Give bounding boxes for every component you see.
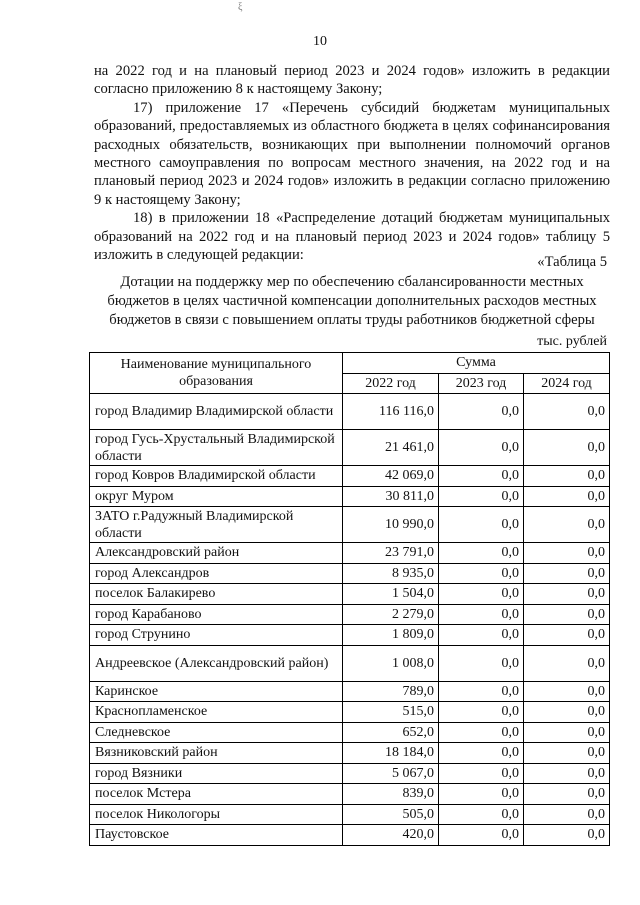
value-2022: 10 990,0 [343,507,439,543]
row-name: поселок Балакирево [90,584,343,605]
value-2022: 116 116,0 [343,394,439,430]
table-row [90,763,610,784]
table-row [90,604,610,625]
value-2023: 0,0 [439,507,524,543]
value-2023: 0,0 [439,722,524,743]
value-2024: 0,0 [524,486,610,507]
row-name: город Владимир Владимирской области [90,394,343,430]
value-2022: 21 461,0 [343,430,439,466]
value-2022: 23 791,0 [343,543,439,564]
value-2023: 0,0 [439,486,524,507]
value-2023: 0,0 [439,466,524,487]
table-row [90,584,610,605]
value-2023: 0,0 [439,681,524,702]
row-name: поселок Мстера [90,784,343,805]
table-row [90,486,610,507]
header-year: 2024 год [524,373,610,394]
value-2023: 0,0 [439,645,524,681]
value-2022: 8 935,0 [343,563,439,584]
table-caption: Дотации на поддержку мер по обеспечению сбалансированности местных бюджетов в целях частичной компенсации дополнительных расходов местных бюджетов в связи с повышением оплаты труды работников бюджетной сферы [107,274,597,328]
row-name: Вязниковский район [90,743,343,764]
subsidy-table [89,352,610,846]
value-2024: 0,0 [524,466,610,487]
value-2023: 0,0 [439,394,524,430]
table-row [90,702,610,723]
table-row [90,507,610,543]
value-2023: 0,0 [439,430,524,466]
value-2024: 0,0 [524,722,610,743]
table-row [90,625,610,646]
value-2023: 0,0 [439,604,524,625]
value-2022: 839,0 [343,784,439,805]
header-name: Наименование муниципального образования [90,353,343,394]
value-2024: 0,0 [524,563,610,584]
value-2023: 0,0 [439,543,524,564]
table-row [90,681,610,702]
row-name: город Ковров Владимирской области [90,466,343,487]
value-2022: 420,0 [343,825,439,846]
header-year: 2023 год [439,373,524,394]
paragraph: 18) в приложении 18 «Распределение дотаций бюджетам муниципальных образований на 2022 год и на плановый период 2023 и 2024 годов» таблицу 5 изложить в следующей редакции: [94,210,610,264]
value-2022: 42 069,0 [343,466,439,487]
table-row [90,430,610,466]
value-2022: 652,0 [343,722,439,743]
table-row [90,825,610,846]
value-2022: 5 067,0 [343,763,439,784]
value-2022: 1 504,0 [343,584,439,605]
top-mark: ξ [238,2,243,13]
value-2024: 0,0 [524,430,610,466]
row-name: город Струнино [90,625,343,646]
value-2023: 0,0 [439,625,524,646]
row-name: ЗАТО г.Радужный Владимирской области [90,507,343,543]
row-name: округ Муром [90,486,343,507]
row-name: город Карабаново [90,604,343,625]
value-2024: 0,0 [524,702,610,723]
value-2022: 515,0 [343,702,439,723]
value-2022: 30 811,0 [343,486,439,507]
value-2022: 505,0 [343,804,439,825]
row-name: город Александров [90,563,343,584]
value-2022: 18 184,0 [343,743,439,764]
table-row [90,543,610,564]
value-2024: 0,0 [524,584,610,605]
value-2024: 0,0 [524,825,610,846]
row-name: город Вязники [90,763,343,784]
table-row [90,466,610,487]
value-2024: 0,0 [524,784,610,805]
row-name: Каринское [90,681,343,702]
table-row [90,804,610,825]
value-2023: 0,0 [439,763,524,784]
paragraph: на 2022 год и на плановый период 2023 и 2024 годов» изложить в редакции согласно приложению 8 к настоящему Закону; [94,63,610,98]
table-row [90,563,610,584]
value-2023: 0,0 [439,563,524,584]
value-2024: 0,0 [524,681,610,702]
units-label: тыс. рублей [537,334,607,349]
row-name: Андреевское (Александровский район) [90,645,343,681]
value-2023: 0,0 [439,584,524,605]
value-2023: 0,0 [439,743,524,764]
paragraph: 17) приложение 17 «Перечень субсидий бюджетам муниципальных образований, предоставляемых из областного бюджета в целях софинансирования расходных обязательств, возникающих при выполнении полномочий органов местного самоуправления по вопросам местного значения, на 2022 год и на плановый период 2023 и 2024 годов» изложить в редакции согласно приложению 9 к настоящему Закону; [94,99,610,208]
row-name: Александровский район [90,543,343,564]
value-2024: 0,0 [524,625,610,646]
value-2024: 0,0 [524,645,610,681]
value-2024: 0,0 [524,543,610,564]
row-name: Следневское [90,722,343,743]
value-2022: 789,0 [343,681,439,702]
table-row [90,743,610,764]
row-name: Краснопламенское [90,702,343,723]
value-2023: 0,0 [439,784,524,805]
page-number: 10 [313,34,327,49]
table-row [90,645,610,681]
value-2024: 0,0 [524,743,610,764]
value-2022: 1 008,0 [343,645,439,681]
value-2024: 0,0 [524,394,610,430]
value-2024: 0,0 [524,804,610,825]
row-name: Паустовское [90,825,343,846]
value-2024: 0,0 [524,604,610,625]
row-name: поселок Никологоры [90,804,343,825]
table-row [90,722,610,743]
value-2022: 1 809,0 [343,625,439,646]
value-2022: 2 279,0 [343,604,439,625]
value-2024: 0,0 [524,507,610,543]
row-name: город Гусь-Хрустальный Владимирской области [90,430,343,466]
value-2023: 0,0 [439,804,524,825]
value-2023: 0,0 [439,825,524,846]
value-2024: 0,0 [524,763,610,784]
body-text [94,62,610,264]
table-row [90,394,610,430]
table-label: «Таблица 5 [537,254,607,270]
table-row [90,784,610,805]
value-2023: 0,0 [439,702,524,723]
header-sum: Сумма [343,353,610,374]
header-year: 2022 год [343,373,439,394]
